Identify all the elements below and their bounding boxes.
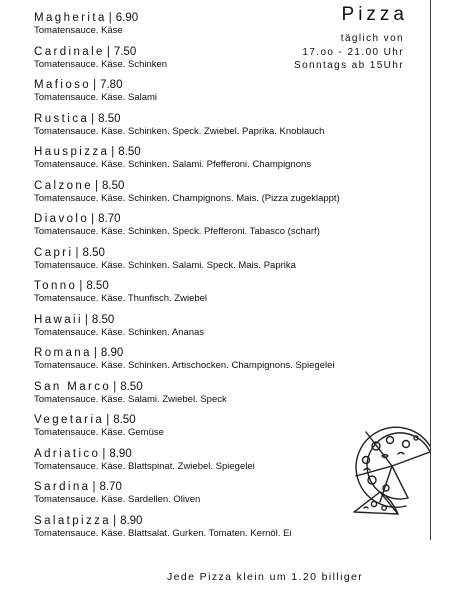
pizza-price: 8.90 xyxy=(109,447,132,460)
pizza-toppings: Tomatensauce. Käse. Schinken. Speck. Pfefferoni. Tabasco (scharf) xyxy=(34,226,320,237)
pizza-price: 8.90 xyxy=(100,347,124,359)
hours-line: 17.oo - 21.00 Uhr xyxy=(302,46,404,58)
separator: | xyxy=(111,146,115,158)
pizza-toppings: Tomatensauce. Käse. Schinken. Ananas xyxy=(34,326,205,338)
pizza-toppings: Tomatensauce. Käse. Thunfisch. Zwiebel xyxy=(34,293,208,304)
pizza-name: Vegetaria xyxy=(34,414,105,426)
separator: | xyxy=(91,213,95,225)
pizza-price: 7.80 xyxy=(100,79,123,91)
pizza-name: Mafioso xyxy=(34,79,92,91)
menu-item xyxy=(34,247,426,281)
pizza-toppings: Tomatensauce. Käse. Blattspinat. Zwiebel. Spiegelei xyxy=(34,460,255,472)
separator: | xyxy=(84,313,88,326)
separator: | xyxy=(113,380,117,393)
separator: | xyxy=(106,414,110,426)
pizza-price: 8.50 xyxy=(113,414,136,426)
pizza-name: San Marco xyxy=(34,380,112,393)
pizza-toppings: Tomatensauce. Käse. Salami. Zwiebel. Speck xyxy=(34,393,227,405)
footer-note: Jede Pizza klein um 1.20 billiger xyxy=(167,571,364,583)
pizza-toppings: Tomatensauce. Käse. Schinken xyxy=(34,58,168,70)
menu-item xyxy=(34,314,426,348)
menu-item xyxy=(34,46,426,80)
pizza-toppings: Tomatensauce. Käse. Sardellen. Oliven xyxy=(34,494,201,505)
pizza-price: 8.70 xyxy=(98,213,121,225)
separator: | xyxy=(95,179,98,192)
separator: | xyxy=(91,112,95,125)
pizza-price: 7.50 xyxy=(113,45,137,58)
menu-item xyxy=(34,180,426,214)
pizza-toppings: Tomatensauce. Käse. Schinken. Salami. Pfefferoni. Champignons xyxy=(34,159,312,170)
page-title: Pizza xyxy=(341,4,408,25)
menu-item xyxy=(34,381,426,415)
pizza-price: 8.50 xyxy=(118,146,141,158)
pizza-name: Diavolo xyxy=(34,213,90,225)
menu-item xyxy=(34,280,426,314)
pizza-icon xyxy=(336,418,430,522)
pizza-price: 8.50 xyxy=(102,179,125,192)
pizza-name: Adriatico xyxy=(34,447,101,460)
pizza-name: Salatpizza xyxy=(34,514,112,527)
separator: | xyxy=(113,514,117,527)
separator: | xyxy=(79,280,83,292)
pizza-price: 8.50 xyxy=(91,313,115,326)
menu-item xyxy=(34,213,426,247)
separator: | xyxy=(93,79,97,91)
pizza-toppings: Tomatensauce. Käse. Schinken. Salami. Speck. Mais. Paprika xyxy=(34,259,296,271)
separator: | xyxy=(92,481,96,493)
separator: | xyxy=(93,347,97,359)
pizza-name: Rustica xyxy=(34,112,90,125)
separator: | xyxy=(106,45,110,58)
menu-item xyxy=(34,79,426,113)
pizza-toppings: Tomatensauce. Käse. Schinken. Champignons. Mais. (Pizza zugeklappt) xyxy=(34,192,340,204)
pizza-name: Calzone xyxy=(34,179,93,192)
pizza-toppings: Tomatensauce. Käse. Schinken. Speck. Zwiebel. Paprika. Knoblauch xyxy=(34,125,325,137)
pizza-price: 8.90 xyxy=(120,514,143,527)
separator: | xyxy=(75,246,79,259)
separator: | xyxy=(108,12,112,24)
pizza-toppings: Tomatensauce. Käse. Salami xyxy=(34,92,158,103)
pizza-price: 8.50 xyxy=(120,380,143,393)
pizza-price: 8.50 xyxy=(98,112,121,125)
pizza-name: Cardinale xyxy=(34,45,105,58)
pizza-name: Magherita xyxy=(34,12,107,24)
pizza-price: 8.50 xyxy=(82,246,105,259)
pizza-toppings: Tomatensauce. Käse. Gemüse xyxy=(34,427,164,438)
pizza-name: Tonno xyxy=(34,280,78,292)
pizza-price: 8.70 xyxy=(99,481,122,493)
pizza-toppings: Tomatensauce. Käse. Schinken. Artischocken. Champignons. Spiegelei xyxy=(34,360,335,371)
pizza-name: Sardina xyxy=(34,481,91,493)
menu-item xyxy=(34,347,426,381)
pizza-name: Hauspizza xyxy=(34,146,110,158)
pizza-price: 6.90 xyxy=(115,12,139,24)
right-border-line xyxy=(430,0,431,540)
pizza-name: Romana xyxy=(34,347,92,359)
separator: | xyxy=(102,447,106,460)
pizza-name: Capri xyxy=(34,246,74,259)
hours-line: Sonntags ab 15Uhr xyxy=(294,60,404,71)
menu-item xyxy=(34,12,426,46)
menu-item xyxy=(34,113,426,147)
hours-line: täglich von xyxy=(340,33,404,44)
pizza-toppings: Tomatensauce. Käse. Blattsalat. Gurken. Tomaten. Kernöl. Ei xyxy=(34,527,292,539)
menu-item xyxy=(34,146,426,180)
pizza-name: Hawaii xyxy=(34,313,83,326)
pizza-price: 8.50 xyxy=(86,280,109,292)
pizza-toppings: Tomatensauce. Käse xyxy=(34,25,123,36)
